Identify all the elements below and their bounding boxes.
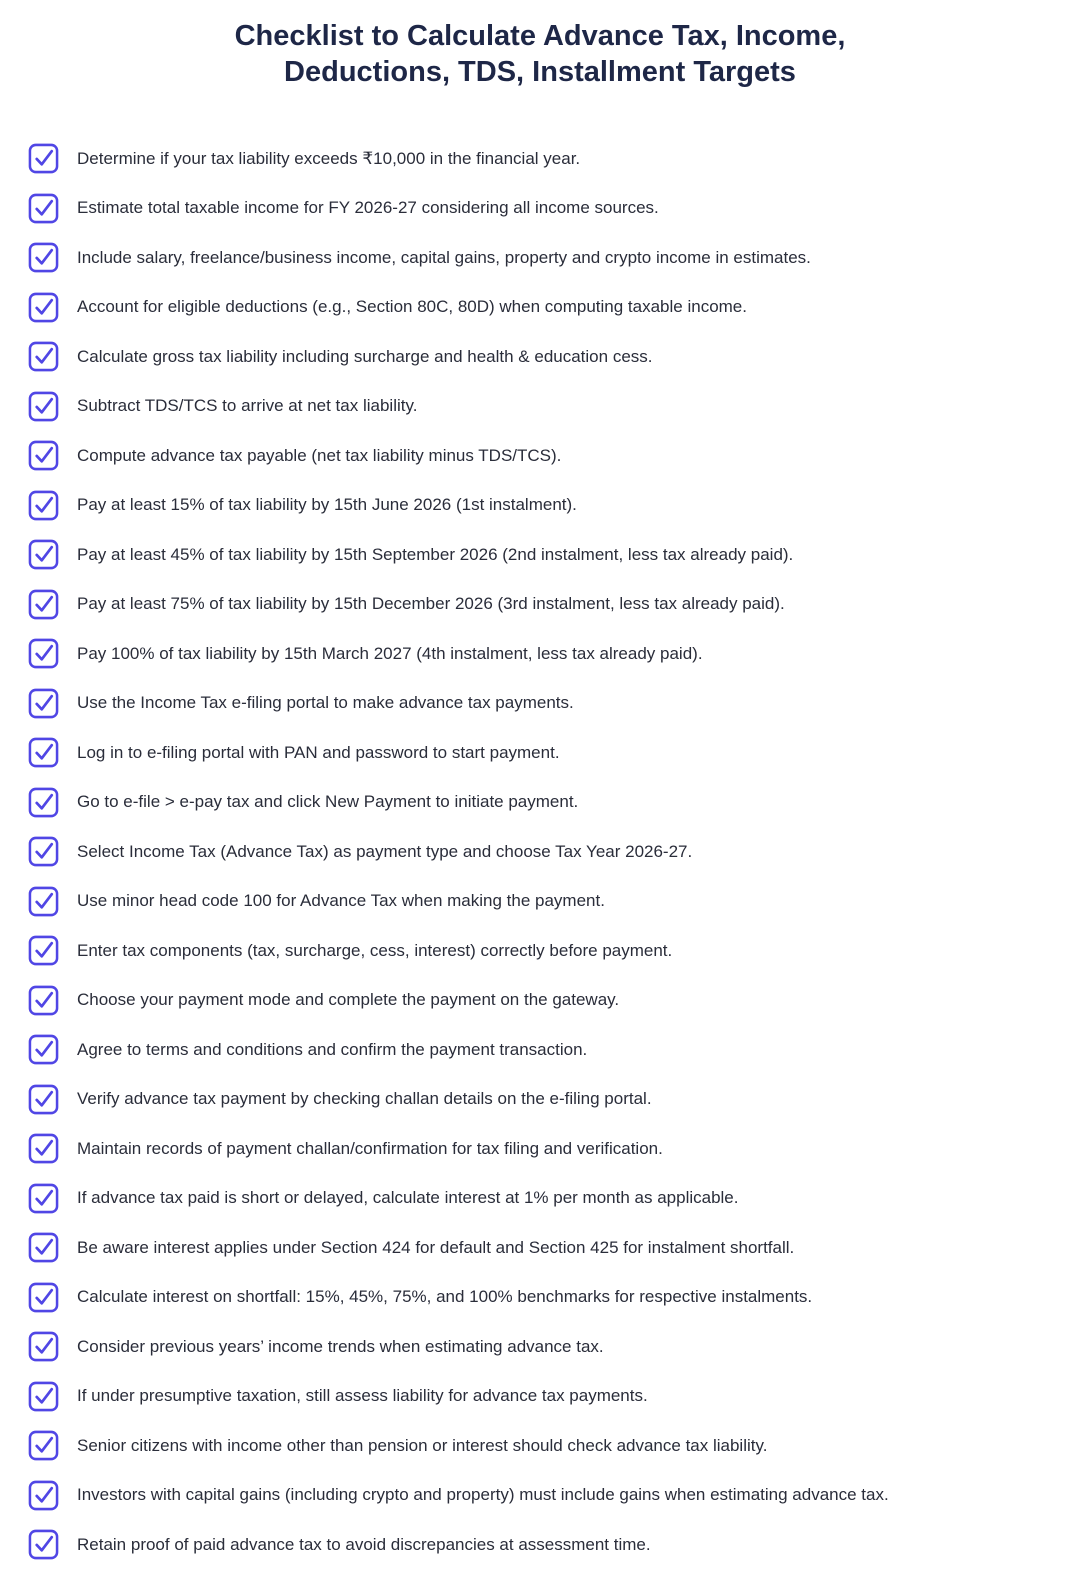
checklist-item-1 (28, 134, 1068, 184)
checked-checkbox-icon[interactable] (28, 1034, 59, 1065)
checked-checkbox-icon[interactable] (28, 490, 59, 521)
checklist-item-24 (28, 1273, 1068, 1323)
checklist-item-label: Select Income Tax (Advance Tax) as payment type and choose Tax Year 2026-27. (77, 841, 693, 861)
checked-checkbox-icon[interactable] (28, 638, 59, 669)
checked-checkbox-icon[interactable] (28, 787, 59, 818)
checked-checkbox-icon[interactable] (28, 1529, 59, 1560)
checklist-item-2 (28, 184, 1068, 234)
checked-checkbox-icon[interactable] (28, 440, 59, 471)
checklist-item-label: Enter tax components (tax, surcharge, cess, interest) correctly before payment. (77, 940, 673, 960)
checked-checkbox-icon[interactable] (28, 1183, 59, 1214)
checklist-item-20 (28, 1075, 1068, 1125)
checklist-item-19 (28, 1025, 1068, 1075)
checklist-item-17 (28, 926, 1068, 976)
checked-checkbox-icon[interactable] (28, 242, 59, 273)
checklist-item-label: Account for eligible deductions (e.g., Section 80C, 80D) when computing taxable income. (77, 297, 747, 317)
checklist-item-label: Retain proof of paid advance tax to avoid discrepancies at assessment time. (77, 1534, 651, 1554)
checked-checkbox-icon[interactable] (28, 193, 59, 224)
checked-checkbox-icon[interactable] (28, 1331, 59, 1362)
checklist-item-label: Use the Income Tax e-filing portal to make advance tax payments. (77, 693, 574, 713)
checked-checkbox-icon[interactable] (28, 1133, 59, 1164)
checked-checkbox-icon[interactable] (28, 1480, 59, 1511)
checklist-item-29 (28, 1520, 1068, 1570)
checklist-item-label: Go to e-file > e-pay tax and click New Payment to initiate payment. (77, 792, 579, 812)
checklist-item-label: Use minor head code 100 for Advance Tax when making the payment. (77, 891, 605, 911)
checklist-item-12 (28, 679, 1068, 729)
checked-checkbox-icon[interactable] (28, 341, 59, 372)
checked-checkbox-icon[interactable] (28, 1232, 59, 1263)
checklist-item-21 (28, 1124, 1068, 1174)
checked-checkbox-icon[interactable] (28, 836, 59, 867)
page-title-line-1: Checklist to Calculate Advance Tax, Income, (234, 20, 846, 52)
checklist-item-label: Subtract TDS/TCS to arrive at net tax liability. (77, 396, 418, 416)
checklist-item-23 (28, 1223, 1068, 1273)
checked-checkbox-icon[interactable] (28, 143, 59, 174)
checklist-item-10 (28, 580, 1068, 630)
checklist-item-label: If advance tax paid is short or delayed, calculate interest at 1% per month as applicable. (77, 1188, 739, 1208)
checklist-item-label: Pay at least 75% of tax liability by 15th December 2026 (3rd instalment, less tax already paid). (77, 594, 785, 614)
checked-checkbox-icon[interactable] (28, 935, 59, 966)
checklist-item-label: Calculate gross tax liability including surcharge and health & education cess. (77, 346, 653, 366)
checklist-item-label: Pay 100% of tax liability by 15th March 2027 (4th instalment, less tax already paid). (77, 643, 703, 663)
checklist-item-label: Include salary, freelance/business income, capital gains, property and crypto income in estimates. (77, 247, 811, 267)
checklist-item-27 (28, 1421, 1068, 1471)
checklist-item-label: Senior citizens with income other than pension or interest should check advance tax liability. (77, 1435, 768, 1455)
checklist-item-label: Estimate total taxable income for FY 2026-27 considering all income sources. (77, 198, 659, 218)
checked-checkbox-icon[interactable] (28, 688, 59, 719)
checklist-item-label: Investors with capital gains (including crypto and property) must include gains when estimating advance tax. (77, 1485, 889, 1505)
checklist-item-7 (28, 431, 1068, 481)
checked-checkbox-icon[interactable] (28, 391, 59, 422)
checklist-item-9 (28, 530, 1068, 580)
checklist-item-8 (28, 481, 1068, 531)
checklist-item-label: Consider previous years’ income trends when estimating advance tax. (77, 1336, 604, 1356)
checklist-item-4 (28, 283, 1068, 333)
checked-checkbox-icon[interactable] (28, 1282, 59, 1313)
checked-checkbox-icon[interactable] (28, 1084, 59, 1115)
checklist-item-5 (28, 332, 1068, 382)
checklist-item-label: Choose your payment mode and complete the payment on the gateway. (77, 990, 620, 1010)
checklist-item-18 (28, 976, 1068, 1026)
checklist-item-6 (28, 382, 1068, 432)
checklist-item-label: Log in to e-filing portal with PAN and password to start payment. (77, 742, 560, 762)
checklist-item-label: If under presumptive taxation, still assess liability for advance tax payments. (77, 1386, 648, 1406)
checklist-item-26 (28, 1372, 1068, 1422)
checklist-item-label: Agree to terms and conditions and confirm the payment transaction. (77, 1039, 588, 1059)
checklist-item-label: Compute advance tax payable (net tax liability minus TDS/TCS). (77, 445, 562, 465)
checklist-item-14 (28, 778, 1068, 828)
checklist-item-22 (28, 1174, 1068, 1224)
page-title-line-2: Deductions, TDS, Installment Targets (284, 56, 796, 88)
checked-checkbox-icon[interactable] (28, 292, 59, 323)
checked-checkbox-icon[interactable] (28, 1430, 59, 1461)
checklist-item-label: Verify advance tax payment by checking challan details on the e-filing portal. (77, 1089, 652, 1109)
checklist-item-3 (28, 233, 1068, 283)
checklist (28, 134, 1068, 1570)
page-title (0, 18, 1080, 90)
checked-checkbox-icon[interactable] (28, 886, 59, 917)
checklist-item-28 (28, 1471, 1068, 1521)
checklist-item-13 (28, 728, 1068, 778)
checklist-item-label: Maintain records of payment challan/confirmation for tax filing and verification. (77, 1138, 663, 1158)
checklist-item-label: Determine if your tax liability exceeds ₹10,000 in the financial year. (77, 148, 581, 168)
checklist-item-25 (28, 1322, 1068, 1372)
checked-checkbox-icon[interactable] (28, 985, 59, 1016)
checklist-item-label: Pay at least 45% of tax liability by 15th September 2026 (2nd instalment, less tax already paid). (77, 544, 794, 564)
checklist-item-label: Pay at least 15% of tax liability by 15th June 2026 (1st instalment). (77, 495, 577, 515)
checklist-item-11 (28, 629, 1068, 679)
checklist-item-15 (28, 827, 1068, 877)
checklist-item-label: Calculate interest on shortfall: 15%, 45%, 75%, and 100% benchmarks for respective instalments. (77, 1287, 813, 1307)
checked-checkbox-icon[interactable] (28, 539, 59, 570)
checklist-item-label: Be aware interest applies under Section 424 for default and Section 425 for instalment shortfall. (77, 1237, 795, 1257)
checked-checkbox-icon[interactable] (28, 1381, 59, 1412)
checked-checkbox-icon[interactable] (28, 589, 59, 620)
checked-checkbox-icon[interactable] (28, 737, 59, 768)
checklist-item-16 (28, 877, 1068, 927)
